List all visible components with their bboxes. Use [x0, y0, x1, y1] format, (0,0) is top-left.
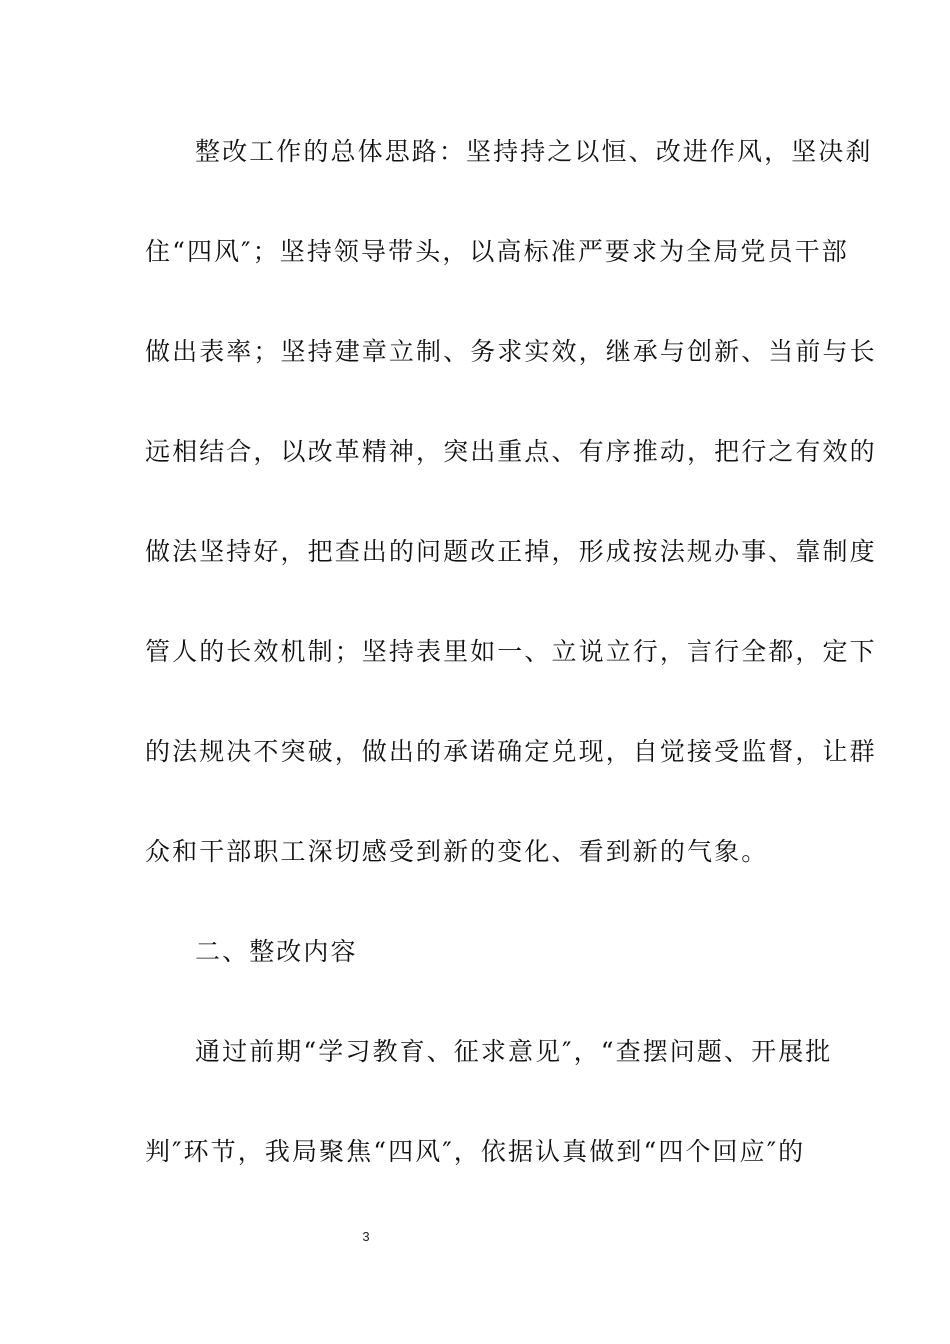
paragraph-2-line-2: 判″环节，我局聚焦“四风″，依据认真做到“四个回应″的: [145, 1137, 806, 1166]
paragraph-1-line-2: 住“四风″；坚持领导带头，以高标准严要求为全局党员干部: [145, 237, 849, 266]
paragraph-1-line-1: 整改工作的总体思路：坚持持之以恒、改进作风，坚决刹: [195, 137, 873, 166]
paragraph-1-line-6: 管人的长效机制；坚持表里如一、立说立行，言行全都，定下: [145, 637, 877, 666]
paragraph-1-line-8: 众和干部职工深切感受到新的变化、看到新的气象。: [145, 837, 769, 866]
paragraph-2-line-1: 通过前期“学习教育、征求意见″，“查摆问题、开展批: [195, 1037, 833, 1066]
paragraph-1-line-5: 做法坚持好，把查出的问题改正掉，形成按法规办事、靠制度: [145, 537, 877, 566]
section-heading: 二、整改内容: [195, 937, 358, 966]
paragraph-1-line-7: 的法规决不突破，做出的承诺确定兑现，自觉接受监督，让群: [145, 737, 877, 766]
page-number: 3: [362, 1229, 370, 1244]
paragraph-1-line-3: 做出表率；坚持建章立制、务求实效，继承与创新、当前与长: [145, 337, 877, 366]
paragraph-1-line-4: 远相结合，以改革精神，突出重点、有序推动，把行之有效的: [145, 437, 877, 466]
